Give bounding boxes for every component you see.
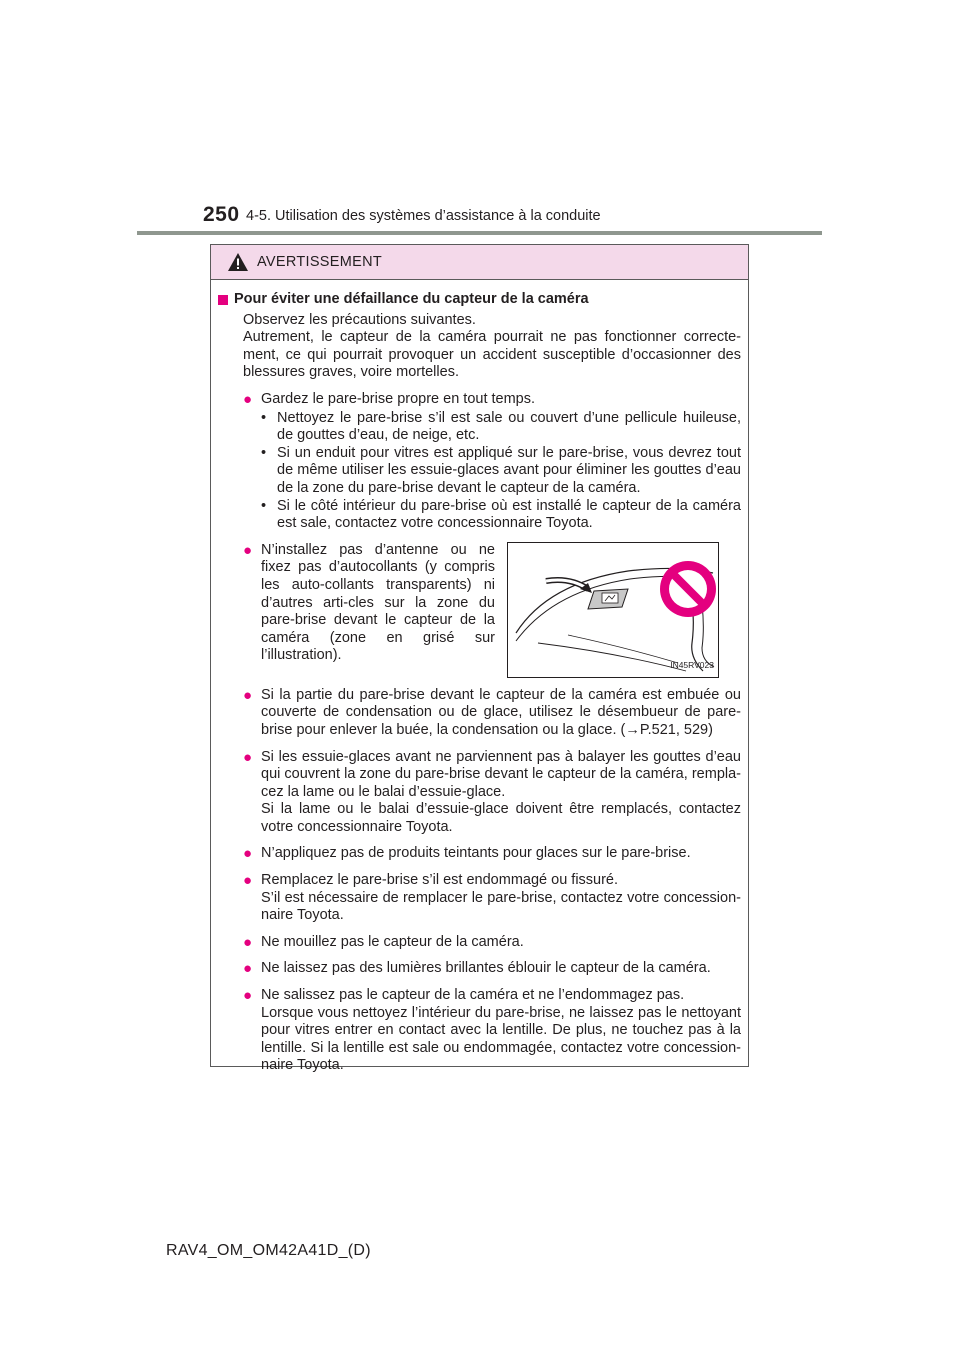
warning-content [211, 280, 748, 1075]
page-number: 250 [203, 203, 240, 226]
list-item-text: Ne mouillez pas le capteur de la caméra. [261, 933, 524, 950]
sub-list-item-text: Si un enduit pour vitres est appliqué sur le pare-brise, vous devrez tout de même utiliser les essuie-glaces avant pour éliminer les gouttes d’eau de la zone du pare-brise devant le capteur de la caméra. [277, 444, 741, 496]
list-item-text: Gardez le pare-brise propre en tout temps. [261, 390, 536, 407]
list-item-text: Remplacez le pare-brise s’il est endommagé ou fissuré. [261, 872, 619, 889]
figure-row [243, 542, 741, 678]
list-item [243, 960, 741, 978]
model-code-footer: RAV4_OM_OM42A41D_(D) [166, 1242, 371, 1259]
warning-title: AVERTISSEMENT [257, 254, 383, 270]
list-item [243, 872, 741, 925]
warning-header [211, 245, 748, 280]
bullet-dot-icon: ● [243, 845, 253, 863]
list-item [243, 845, 741, 863]
bullet-dot-icon: ● [243, 960, 253, 978]
sub-list-item [261, 410, 741, 445]
sub-list-item [261, 498, 741, 533]
list-item-text: Ne salissez pas le capteur de la caméra et ne l’endommagez pas. [261, 987, 685, 1004]
list-item [243, 391, 741, 533]
bullet-dot-icon: ● [243, 872, 253, 890]
list-item [243, 687, 741, 740]
list-item-text: N’installez pas d’antenne ou ne fixez pas d’autocollants (y compris les auto-collants transparents) ni d’autres arti-cles sur la zone du pare-brise devant le capteur de la caméra (zone en grisé sur l’illustration). [261, 541, 495, 664]
list-item-text: Si les essuie-glaces avant ne parviennent pas à balayer les gouttes d’eau qui couvrent la zone du pare-brise devant le capteur de la caméra, rempla-cez la lame ou le balai d’essuie-glace. [261, 748, 741, 800]
list-item-text: Ne laissez pas des lumières brillantes éblouir le capteur de la caméra. [261, 960, 711, 977]
bullet-dot-icon: ● [243, 748, 253, 766]
list-item-text-continued: Si la lame ou le balai d’essuie-glace doivent être remplacés, contactez votre concessionnaire Toyota. [261, 801, 741, 835]
list-item [243, 749, 741, 837]
bullet-dot-icon: ● [243, 987, 253, 1005]
bullet-dot-icon: ● [243, 390, 253, 408]
list-item-text-continued: S’il est nécessaire de remplacer le pare-brise, contactez votre concession-naire Toyota. [261, 889, 741, 924]
figure-code: IN45RV023 [670, 660, 714, 671]
sub-list-item-text: Si le côté intérieur du pare-brise où est installé le capteur de la caméra est sale, contactez votre concessionnaire Toyota. [277, 497, 741, 532]
list-item-text: Si la partie du pare-brise devant le capteur de la caméra est embuée ou couverte de condensation ou de glace, utilisez le désembueur de pare-brise pour enlever la buée, la condensation ou la glace. (→P.521, 529) [261, 686, 741, 738]
warning-heading-text: Pour éviter une défaillance du capteur de la caméra [234, 291, 589, 307]
warning-triangle-icon [227, 252, 249, 272]
bullet-dot-icon: ● [243, 541, 253, 559]
sub-bullet: • [261, 497, 267, 514]
sub-list-item [261, 445, 741, 498]
sub-bullet: • [261, 409, 267, 426]
intro-consequence-text: Autrement, le capteur de la caméra pourrait ne pas fonctionner correcte-ment, ce qui pourrait provoquer un accident susceptible d’occasionner des blessures graves, voire mortelles. [243, 329, 741, 381]
sub-list [261, 410, 741, 533]
prohibition-sign-icon [660, 561, 716, 617]
intro-text: Observez les précautions suivantes. [243, 311, 476, 328]
sub-list-item-text: Nettoyez le pare-brise s’il est sale ou couvert d’une pellicule huileuse, de gouttes d’eau, de neige, etc. [277, 409, 741, 444]
section-title: 4-5. Utilisation des systèmes d’assistance à la conduite [246, 208, 601, 224]
sub-bullet: • [261, 444, 267, 461]
bullet-dot-icon: ● [243, 933, 253, 951]
header-rule [137, 231, 822, 235]
windshield-illustration [507, 542, 719, 678]
list-item [243, 934, 741, 952]
list-item [243, 542, 495, 665]
square-bullet-icon [218, 295, 228, 305]
list-item [243, 987, 741, 1075]
warning-box [210, 244, 749, 1074]
list-item-text: N’appliquez pas de produits teintants pour glaces sur le pare-brise. [261, 845, 691, 862]
bullet-dot-icon: ● [243, 686, 253, 704]
warning-heading [218, 291, 741, 309]
list-item-text-continued: Lorsque vous nettoyez l’intérieur du pare-brise, ne laissez pas le nettoyant pour vitres entrer en contact avec la lentille. De plus, ne touchez pas à la lentille. Si la lentille est sale ou endommagée, contactez votre concession-naire Toyota. [261, 1004, 741, 1074]
